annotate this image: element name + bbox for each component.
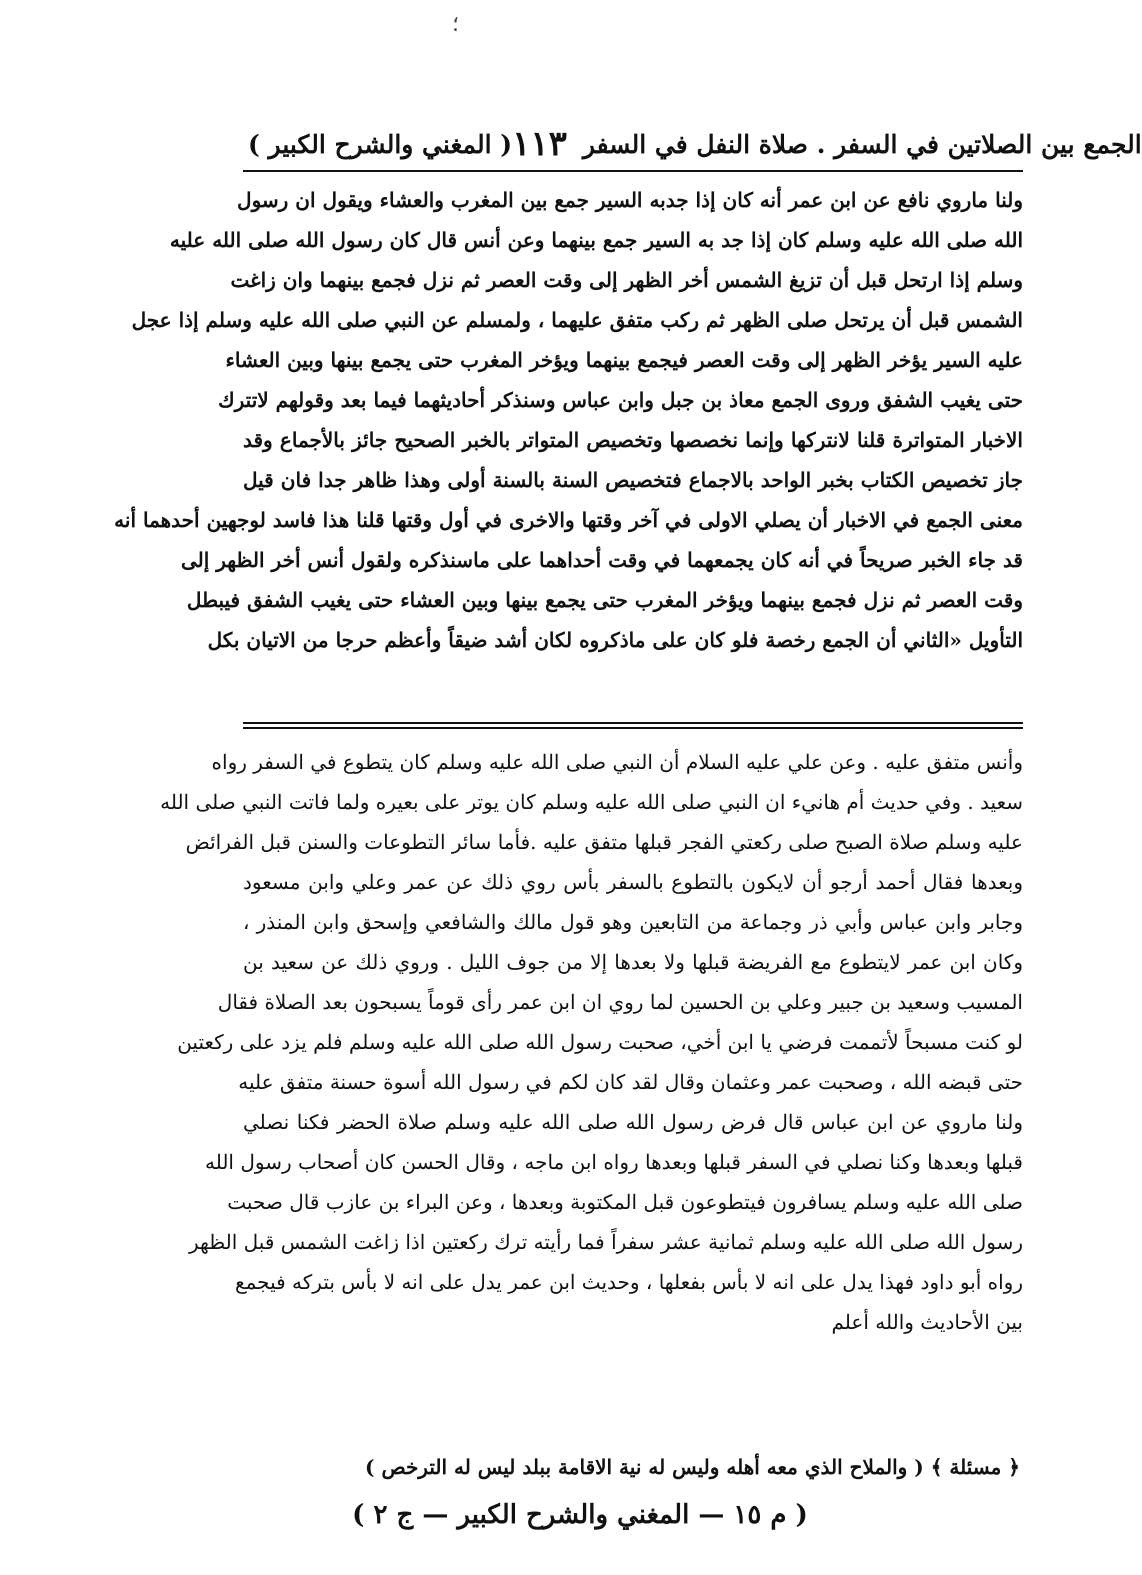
- running-header: [248, 120, 1142, 168]
- text-line: عليه وسلم صلاة الصبح صلى ركعتي الفجر قبلها متفق عليه .فأما سائر التطوعات والسنن قبل الفرائض: [185, 830, 1023, 854]
- text-line: بين الأحاديث والله أعلم: [831, 1310, 1023, 1334]
- text-line: ولنا ماروي عن ابن عباس قال فرض رسول الله صلى الله عليه وسلم صلاة الحضر فكنا نصلي: [243, 1110, 1023, 1134]
- text-line: رسول الله صلى الله عليه وسلم ثمانية عشر سفراً فما رأيته ترك ركعتين اذا زاغت الشمس قبل الظهر: [188, 1230, 1023, 1254]
- text-line: وسلم إذا ارتحل قبل أن تزيغ الشمس أخر الظهر إلى وقت العصر ثم نزل فجمع بينهما وان زاغت: [230, 268, 1023, 292]
- text-line: وقت العصر ثم نزل فجمع بينهما ويؤخر المغرب حتى يجمع بينها وبين العشاء حتى يغيب الشفق فيبطل: [186, 588, 1023, 612]
- corner-mark: ؛: [452, 12, 459, 37]
- commentary-text: [160, 742, 1023, 1342]
- text-line: الله صلى الله عليه وسلم كان إذا جد به السير جمع بينهما وعن أنس قال كان رسول الله صلى الله عليه: [169, 228, 1023, 252]
- text-line: قد جاء الخبر صريحاً في أنه كان يجمعهما في وقت أحداهما على ماسنذكره ولقول أنس أخر الظهر إلى: [180, 548, 1023, 572]
- text-line: سعيد . وفي حديث أم هانيء ان النبي صلى الله عليه وسلم كان يوتر على بعيره ولما فاتت النبي صلى الله: [160, 790, 1023, 814]
- text-line: معنى الجمع في الاخبار أن يصلي الاولى في آخر وقتها والاخرى في أول وقتها قلنا هذا فاسد لوجهين أحدهما أنه: [114, 508, 1023, 532]
- separator-rule-1: [243, 722, 1023, 724]
- header-book-title: ( المغني والشرح الكبير ): [248, 129, 513, 159]
- page-footer: ( م ١٥ — المغني والشرح الكبير — ج ٢ ): [352, 1500, 808, 1530]
- text-line: لو كنت مسبحاً لأتممت فرضي يا ابن أخي، صحبت رسول الله صلى الله عليه وسلم فلم يزد على ركعتين: [177, 1030, 1023, 1054]
- text-line: ولنا ماروي نافع عن ابن عمر أنه كان إذا جدبه السير جمع بين المغرب والعشاء ويقول ان رسول: [237, 188, 1023, 212]
- text-line: التأويل «الثاني أن الجمع رخصة فلو كان على ماذكروه لكان أشد ضيقاً وأعظم حرجا من الاتيان بكل: [207, 628, 1023, 652]
- text-line: حتى يغيب الشفق وروى الجمع معاذ بن جبل وابن عباس وسنذكر أحاديثهما فيما بعد وقولهم لاتترك: [218, 388, 1023, 412]
- header-topic: الجمع بين الصلاتين في السفر . صلاة النفل في السفر: [582, 129, 1142, 159]
- text-line: المسيب وسعيد بن جبير وعلي بن الحسين لما روي ان ابن عمر رأى قوماً يسبحون بعد الصلاة فقال: [217, 990, 1023, 1014]
- text-line: رواه أبو داود فهذا يدل على انه لا بأس بفعلها ، وحديث ابن عمر يدل على انه لا بأس بتركه فيجمع: [234, 1270, 1023, 1294]
- text-line: وبعدها فقال أحمد أرجو أن لايكون بالتطوع بالسفر بأس روي ذلك عن عمر وعلي وابن مسعود: [243, 870, 1023, 894]
- header-rule: [243, 170, 1023, 172]
- text-line: الاخبار المتواترة قلنا لانتركها وإنما نخصصها وتخصيص المتواتر بالخبر الصحيح جائز بالأجماع وقد: [243, 428, 1023, 452]
- text-line: حتى قبضه الله ، وصحبت عمر وعثمان وقال لقد كان لكم في رسول الله أسوة حسنة متفق عليه: [238, 1070, 1023, 1094]
- page-number: ١١٣: [512, 124, 567, 164]
- text-line: صلى الله عليه وسلم يسافرون فيتطوعون قبل المكتوبة وبعدها ، وعن البراء بن عازب قال صحبت: [227, 1190, 1023, 1214]
- masala-heading: ﴿ مسئلة ﴾ ( والملاح الذي معه أهله وليس له نية الاقامة ببلد ليس له الترخص ): [365, 1455, 1020, 1479]
- text-line: عليه السير يؤخر الظهر إلى وقت العصر فيجمع بينهما ويؤخر المغرب حتى يجمع بينها وبين العشاء: [225, 348, 1023, 372]
- separator-rule-2: [243, 727, 1023, 729]
- main-text: [114, 180, 1023, 660]
- text-line: جاز تخصيص الكتاب بخبر الواحد بالاجماع فتخصيص السنة بالسنة أولى وهذا ظاهر جدا فان قيل: [243, 468, 1023, 492]
- text-line: وكان ابن عمر لايتطوع مع الفريضة قبلها ولا بعدها إلا من جوف الليل . وروي ذلك عن سعيد بن: [243, 950, 1023, 974]
- text-line: وأنس متفق عليه . وعن علي عليه السلام أن النبي صلى الله عليه وسلم كان يتطوع في السفر رواه: [211, 750, 1023, 774]
- text-line: الشمس قبل أن يرتحل صلى الظهر ثم ركب متفق عليهما ، ولمسلم عن النبي صلى الله عليه وسلم إذا عجل: [131, 308, 1023, 332]
- text-line: قبلها وبعدها وكنا نصلي في السفر قبلها وبعدها رواه ابن ماجه ، وقال الحسن كان أصحاب رسول الله: [204, 1150, 1023, 1174]
- text-line: وجابر وابن عباس وأبي ذر وجماعة من التابعين وهو قول مالك والشافعي وإسحق وابن المنذر ،: [243, 910, 1023, 934]
- header-topic-group: [512, 124, 1142, 164]
